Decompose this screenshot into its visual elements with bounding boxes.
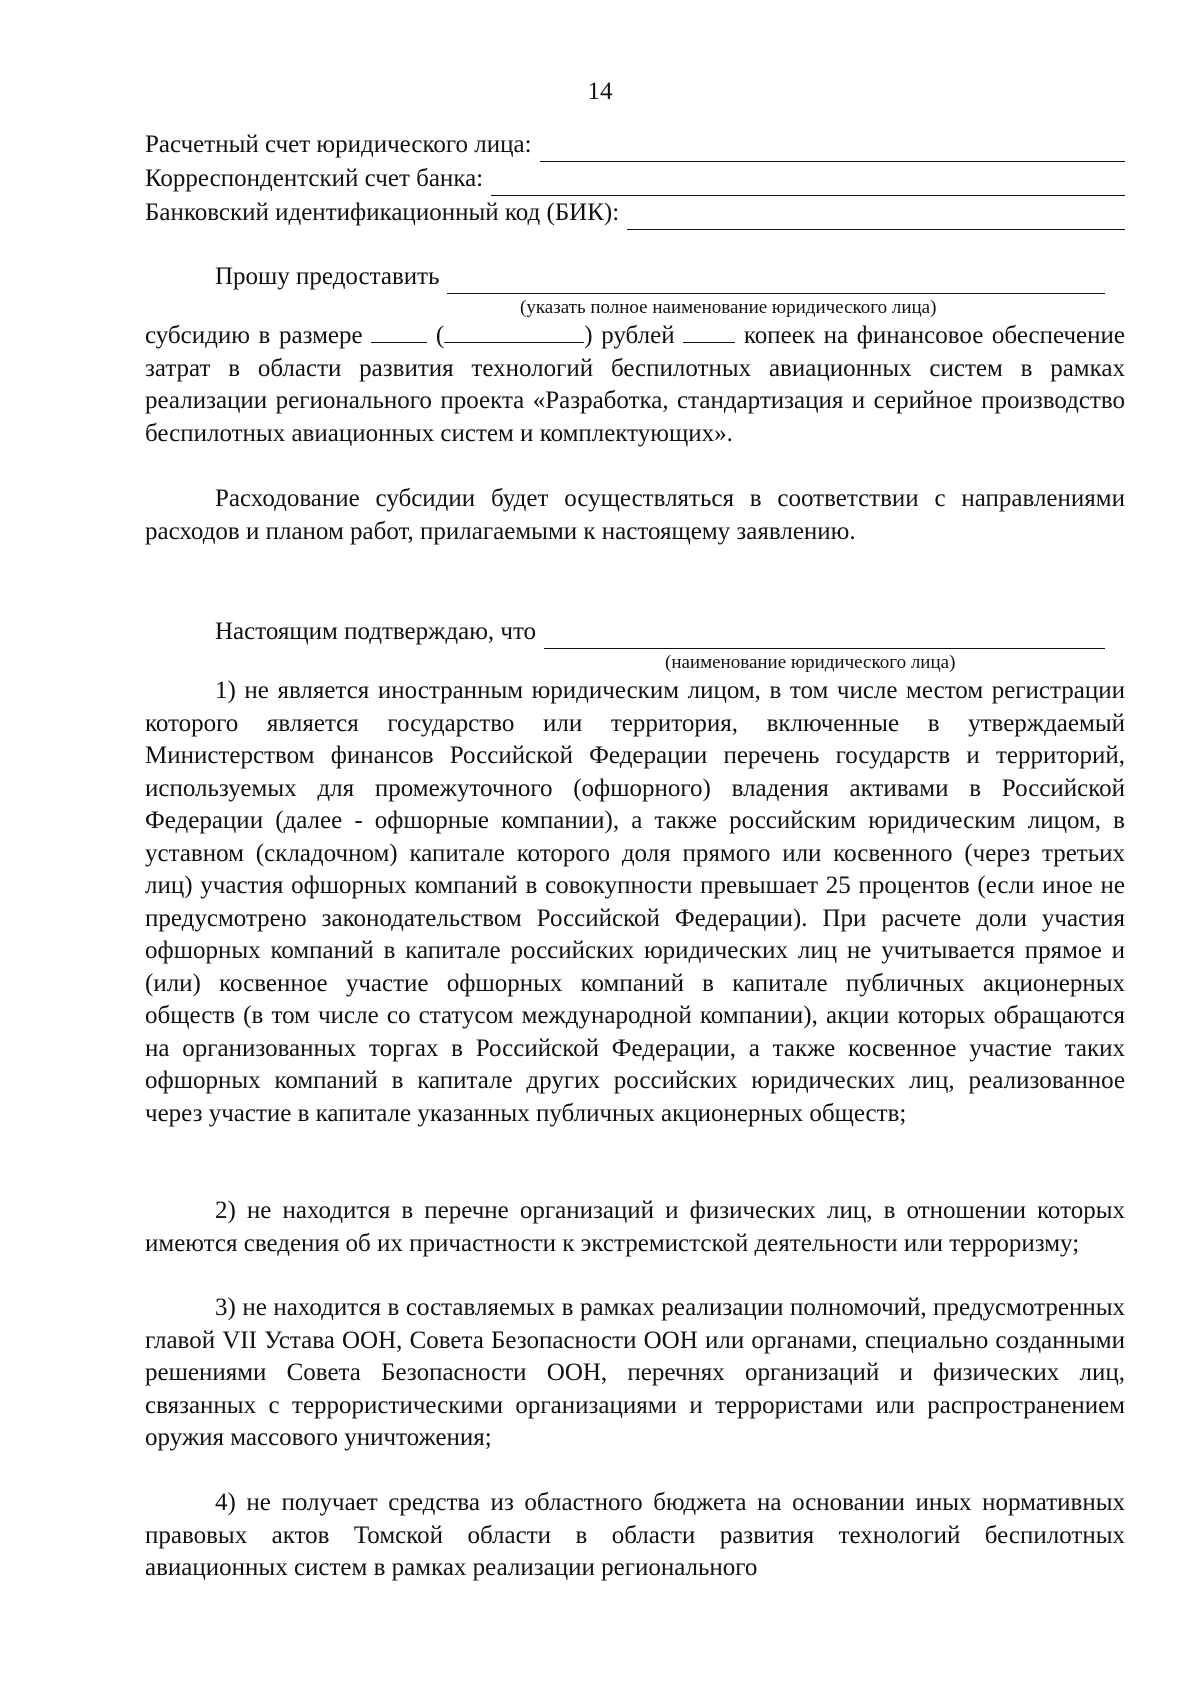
request-hint: (указать полное наименование юридического лица) — [520, 297, 937, 318]
confirm-item-4: 4) не получает средства из областного бюджета на основании иных нормативных правовых актов Томской области в области развития технологий беспилотных авиационных систем в рамках реализации регионального — [145, 1489, 1125, 1581]
request-org-blank — [447, 267, 1105, 294]
page-number: 14 — [587, 78, 613, 105]
confirm-item-1: 1) не является иностранным юридическим лицом, в том числе местом регистрации которого является государство или территория, включенные в утверждаемый Министерством финансов Российской Федерации перечень государств и территорий, используемых для промежуточного (офшорного) владения активами в Российской Федерации (далее - офшорные компании), а также российским юридическим лицом, в уставном (складочном) капитале которого доля прямого или косвенного (через третьих лиц) участия офшорных компаний в совокупности превышает 25 процентов (если иное не предусмотрено законодательством Российской Федерации). При расчете доли участия офшорных компаний в капитале российских юридических лиц не учитывается прямое и (или) косвенное участие офшорных компаний в капитале публичных акционерных обществ (в том числе со статусом международной компании), акции которых обращаются на организованных торгах в Российской Федерации, а также косвенное участие таких офшорных компаний в капитале других российских юридических лиц, реализованное через участие в капитале указанных публичных акционерных обществ; — [145, 677, 1125, 1127]
amount-open: ( — [435, 322, 445, 349]
settlement-account-field — [145, 128, 1125, 162]
bik-blank — [627, 203, 1125, 230]
kopecks-rest: копеек на финансовое обеспечение затрат в области развития технологий беспилотных авиационных систем в рамках реализации регионального проекта «Разработка, стандартизация и серийное производство беспилотных авиационных систем и комплектующих». — [145, 322, 1126, 447]
amount-close: ) — [584, 322, 593, 349]
bik-field — [145, 196, 1125, 230]
confirm-item-3: 3) не находится в составляемых в рамках реализации полномочий, предусмотренных главой VII Устава ООН, Совета Безопасности ООН или органами, специально созданными решениями Совета Безопасности ООН, перечнях организаций и физических лиц, связанных с террористическими организациями и террористами или распространением оружия массового уничтожения; — [145, 1294, 1125, 1451]
correspondent-account-field — [145, 162, 1125, 196]
spending-paragraph: Расходование субсидии будет осуществляться в соответствии с направлениями расходов и планом работ, прилагаемыми к настоящему заявлению. — [145, 485, 1125, 545]
request-paragraph — [145, 320, 1125, 450]
correspondent-account-blank — [491, 169, 1125, 196]
correspondent-account-label: Корреспондентский счет банка: — [145, 165, 484, 192]
settlement-account-label: Расчетный счет юридического лица: — [145, 131, 532, 158]
confirm-field — [215, 615, 1105, 649]
amount-words-blank — [444, 320, 584, 343]
confirm-hint: (наименование юридического лица) — [665, 652, 956, 673]
bik-label: Банковский идентификационный код (БИК): — [145, 199, 620, 226]
rubles-label: рублей — [601, 322, 675, 349]
amount-blank — [371, 320, 427, 343]
confirm-item-2: 2) не находится в перечне организаций и физических лиц, в отношении которых имеются сведения об их причастности к экстремистской деятельности или терроризму; — [145, 1197, 1125, 1257]
settlement-account-blank — [540, 135, 1125, 162]
request-field — [215, 260, 1105, 294]
confirm-org-blank — [544, 622, 1105, 649]
request-lead: Прошу предоставить — [215, 263, 440, 290]
amount-prefix: субсидию в размере — [145, 322, 363, 349]
confirm-lead: Настоящим подтверждаю, что — [215, 618, 537, 645]
kopecks-blank — [683, 320, 735, 343]
